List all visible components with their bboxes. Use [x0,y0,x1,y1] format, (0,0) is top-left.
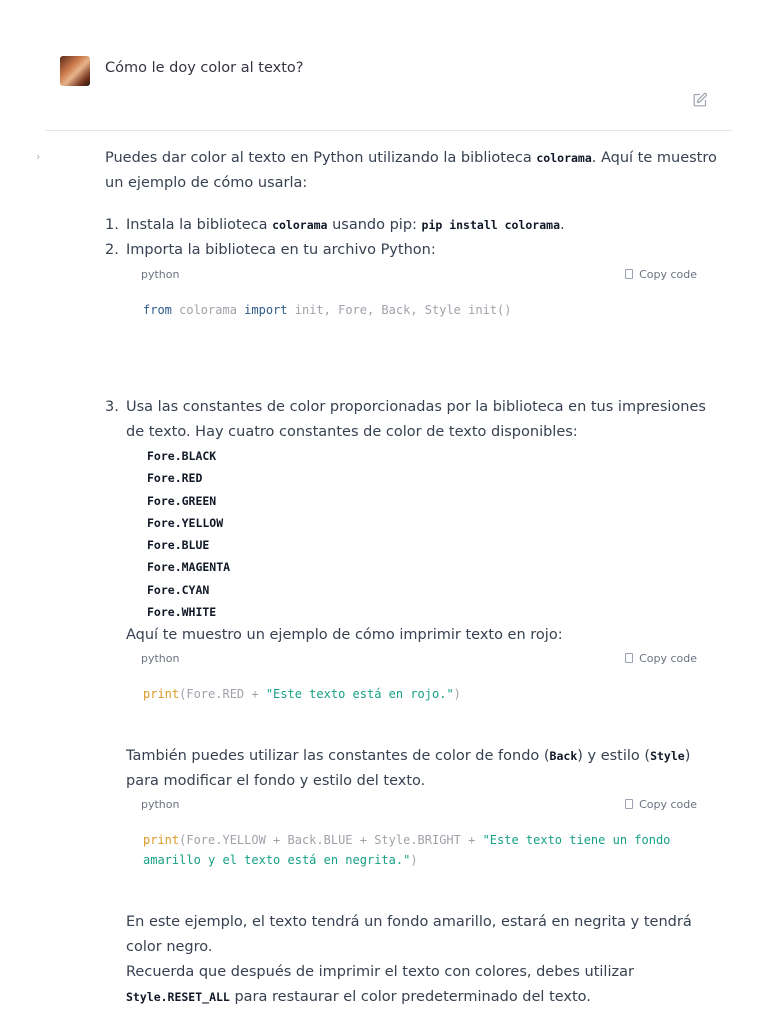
inline-code: pip install colorama [421,218,560,232]
constant-item: Fore.GREEN [147,493,217,508]
user-message-row [60,56,720,86]
inline-code: colorama [272,218,328,232]
inline-code: Back [549,749,578,764]
code-language-label: python [141,652,180,666]
constant-item: Fore.RED [147,471,203,486]
constant-item: Fore.WHITE [147,605,217,620]
reset-paragraph: Recuerda que después de imprimir el texto con colores, debes utilizar Style.RESET_ALL para restaurar el color predeterminado del texto. [126,964,634,1006]
constant-item: Fore.CYAN [147,582,210,597]
user-avatar [60,56,90,86]
code-content: print(Fore.RED + "Este texto está en rojo.") [143,687,461,702]
code-block-import [141,268,697,395]
copy-code-button[interactable]: Copy code [625,268,697,282]
inline-code: colorama [536,151,592,165]
chevron-right-icon[interactable]: › [36,150,41,163]
message-divider [45,130,732,131]
clipboard-icon [625,653,633,663]
copy-code-button[interactable]: Copy code [625,798,697,812]
constant-item: Fore.YELLOW [147,515,224,530]
constant-item: Fore.MAGENTA [147,560,231,575]
example-red-intro: Aquí te muestro un ejemplo de cómo imprimir texto en rojo: [126,627,563,644]
assistant-response [105,146,717,1010]
user-message-text: Cómo le doy color al texto? [105,60,304,76]
code-content: print(Fore.YELLOW + Back.BLUE + Style.BRIGHT + "Este texto tiene un fondo amarillo y el texto está en negrita.") [143,833,678,868]
code-language-label: python [141,268,180,281]
clipboard-icon [625,799,633,809]
back-style-paragraph: También puedes utilizar las constantes de color de fondo (Back) y estilo (Style) para modificar el fondo y estilo del texto. [126,748,691,790]
list-item-step-3: 3. Usa las constantes de color proporcionadas por la biblioteca en tus impresiones de texto. Hay cuatro constantes de color de texto disponibles: [105,399,706,440]
inline-code: Style.RESET_ALL [126,990,230,1005]
code-content: from colorama import init, Fore, Back, Style init() [143,303,512,317]
inline-code: Style [650,749,685,764]
edit-icon[interactable] [692,92,708,108]
example-explanation: En este ejemplo, el texto tendrá un fondo amarillo, estará en negrita y tendrá color negro. [126,914,692,956]
clipboard-icon [625,269,633,279]
constant-item: Fore.BLACK [147,449,217,463]
color-constants-list [147,445,717,623]
code-block-red [141,652,697,744]
code-block-combined [141,798,697,910]
copy-code-button[interactable]: Copy code [625,652,697,666]
list-item-step-1: 1. Instala la biblioteca colorama usando pip: pip install colorama. [105,217,565,233]
list-item-step-2: 2. Importa la biblioteca en tu archivo Python: [105,242,436,258]
code-language-label: python [141,798,180,812]
response-intro: Puedes dar color al texto en Python utilizando la biblioteca colorama. Aquí te muestro un ejemplo de cómo usarla: [105,150,717,191]
constant-item: Fore.BLUE [147,538,210,553]
